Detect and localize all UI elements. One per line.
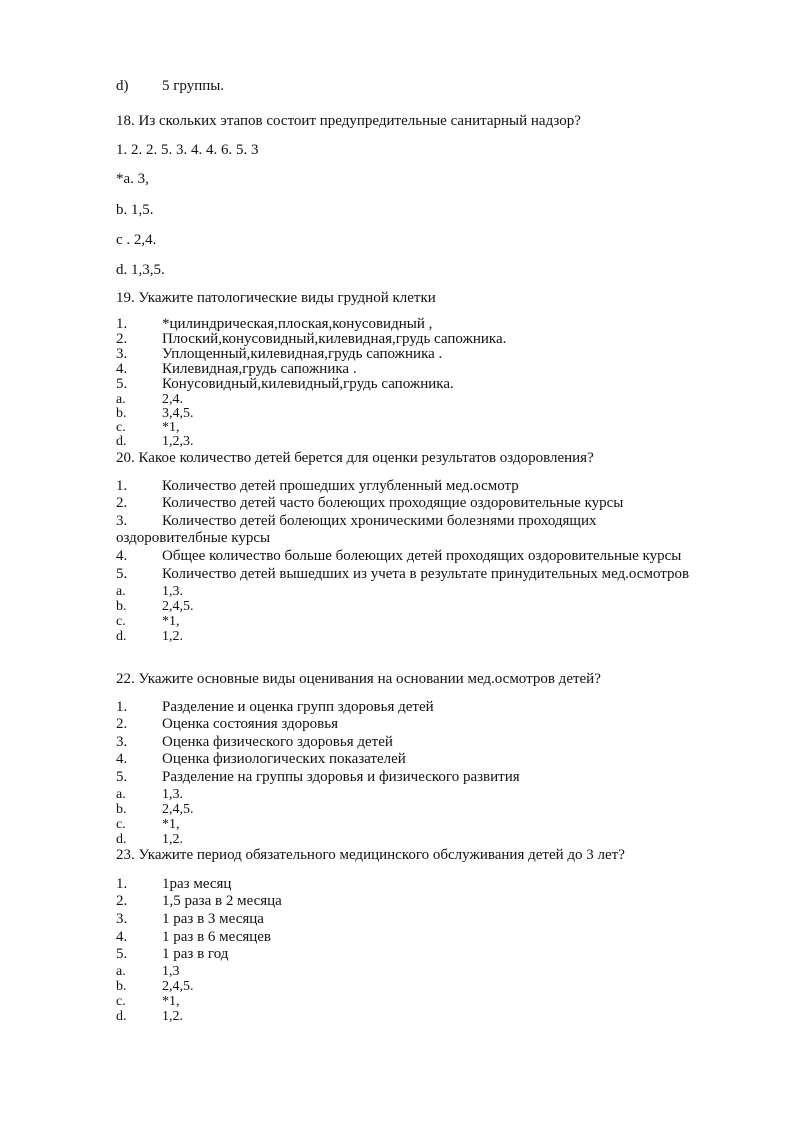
answer-text: 1,2,3. <box>162 434 194 449</box>
list-item-continuation: оздоровителбные курсы <box>116 530 271 546</box>
option-text: 5 группы. <box>162 78 225 94</box>
list-number: 4. <box>116 929 128 945</box>
q18-answer-b: b. 1,5. <box>116 202 154 218</box>
answer-letter: a. <box>116 787 126 802</box>
list-item: Конусовидный,килевидный,грудь сапожника. <box>162 376 454 392</box>
list-number: 5. <box>116 769 128 785</box>
list-number: 3. <box>116 513 128 529</box>
list-number: 1. <box>116 876 128 892</box>
list-number: 3. <box>116 911 128 927</box>
answer-letter: b. <box>116 599 127 614</box>
answer-text: 2,4. <box>162 392 183 407</box>
list-number: 4. <box>116 548 128 564</box>
list-item: Килевидная,грудь сапожника . <box>162 361 357 377</box>
list-item: Уплощенный,килевидная,грудь сапожника . <box>162 346 443 362</box>
list-item: Оценка физического здоровья детей <box>162 734 393 750</box>
list-item: Оценка физиологических показателей <box>162 751 406 767</box>
answer-letter: c. <box>116 994 126 1009</box>
answer-letter: b. <box>116 802 127 817</box>
list-number: 4. <box>116 751 128 767</box>
answer-text: *1, <box>162 817 180 832</box>
q18-answer-c: c . 2,4. <box>116 232 157 248</box>
answer-letter: d. <box>116 434 127 449</box>
answer-letter: b. <box>116 979 127 994</box>
question-20: 20. Какое количество детей берется для оценки результатов оздоровления? <box>116 450 594 466</box>
answer-text: *1, <box>162 994 180 1009</box>
answer-letter: c. <box>116 420 126 435</box>
q18-answer-a: *a. 3, <box>116 171 149 187</box>
list-item: Разделение на группы здоровья и физического развития <box>162 769 520 785</box>
list-item: 1 раз в 6 месяцев <box>162 929 272 945</box>
answer-letter: d. <box>116 1009 127 1024</box>
list-item: Количество детей вышедших из учета в результате принудительных мед.осмотров <box>162 566 690 582</box>
answer-text: 1,3. <box>162 787 183 802</box>
list-number: 2. <box>116 331 128 347</box>
answer-text: *1, <box>162 420 180 435</box>
question-22: 22. Укажите основные виды оценивания на основании мед.осмотров детей? <box>116 671 601 687</box>
question-23: 23. Укажите период обязательного медицинского обслуживания детей до 3 лет? <box>116 847 625 863</box>
list-number: 3. <box>116 734 128 750</box>
answer-text: 1,3. <box>162 584 183 599</box>
list-item: 1раз месяц <box>162 876 232 892</box>
list-number: 3. <box>116 346 128 362</box>
answer-text: 2,4,5. <box>162 979 194 994</box>
answer-text: 1,2. <box>162 1009 183 1024</box>
list-number: 1. <box>116 699 128 715</box>
answer-text: 2,4,5. <box>162 802 194 817</box>
list-item: 1 раз в 3 месяца <box>162 911 264 927</box>
list-number: 2. <box>116 893 128 909</box>
list-number: 4. <box>116 361 128 377</box>
answer-text: 2,4,5. <box>162 599 194 614</box>
answer-text: 3,4,5. <box>162 406 194 421</box>
answer-text: *1, <box>162 614 180 629</box>
answer-letter: c. <box>116 817 126 832</box>
answer-text: 1,2. <box>162 832 183 847</box>
q18-answer-d: d. 1,3,5. <box>116 262 165 278</box>
answer-letter: c. <box>116 614 126 629</box>
q18-options-line: 1. 2. 2. 5. 3. 4. 4. 6. 5. 3 <box>116 142 259 158</box>
list-item: Количество детей болеющих хроническими болезнями проходящих <box>162 513 597 529</box>
list-number: 1. <box>116 316 128 332</box>
list-item: Общее количество больше болеющих детей проходящих оздоровительные курсы <box>162 548 682 564</box>
answer-letter: d. <box>116 629 127 644</box>
list-item: Оценка состояния здоровья <box>162 716 338 732</box>
question-19: 19. Укажите патологические виды грудной клетки <box>116 290 436 306</box>
answer-letter: b. <box>116 406 127 421</box>
answer-letter: a. <box>116 964 126 979</box>
answer-text: 1,3 <box>162 964 180 979</box>
answer-letter: a. <box>116 584 126 599</box>
answer-letter: d. <box>116 832 127 847</box>
list-number: 1. <box>116 478 128 494</box>
list-item: 1,5 раза в 2 месяца <box>162 893 282 909</box>
list-item: Количество детей часто болеющих проходящие оздоровительные курсы <box>162 495 624 511</box>
answer-text: 1,2. <box>162 629 183 644</box>
list-item: Количество детей прошедших углубленный мед.осмотр <box>162 478 519 494</box>
list-item: Плоский,конусовидный,килевидная,грудь сапожника. <box>162 331 507 347</box>
question-18: 18. Из скольких этапов состоит предупредительные санитарный надзор? <box>116 113 581 129</box>
answer-letter: a. <box>116 392 126 407</box>
list-number: 5. <box>116 566 128 582</box>
list-number: 5. <box>116 376 128 392</box>
list-item: *цилиндрическая,плоская,конусовидный , <box>162 316 433 332</box>
list-number: 2. <box>116 495 128 511</box>
option-marker: d) <box>116 78 129 94</box>
list-item: 1 раз в год <box>162 946 229 962</box>
list-number: 2. <box>116 716 128 732</box>
list-item: Разделение и оценка групп здоровья детей <box>162 699 434 715</box>
list-number: 5. <box>116 946 128 962</box>
